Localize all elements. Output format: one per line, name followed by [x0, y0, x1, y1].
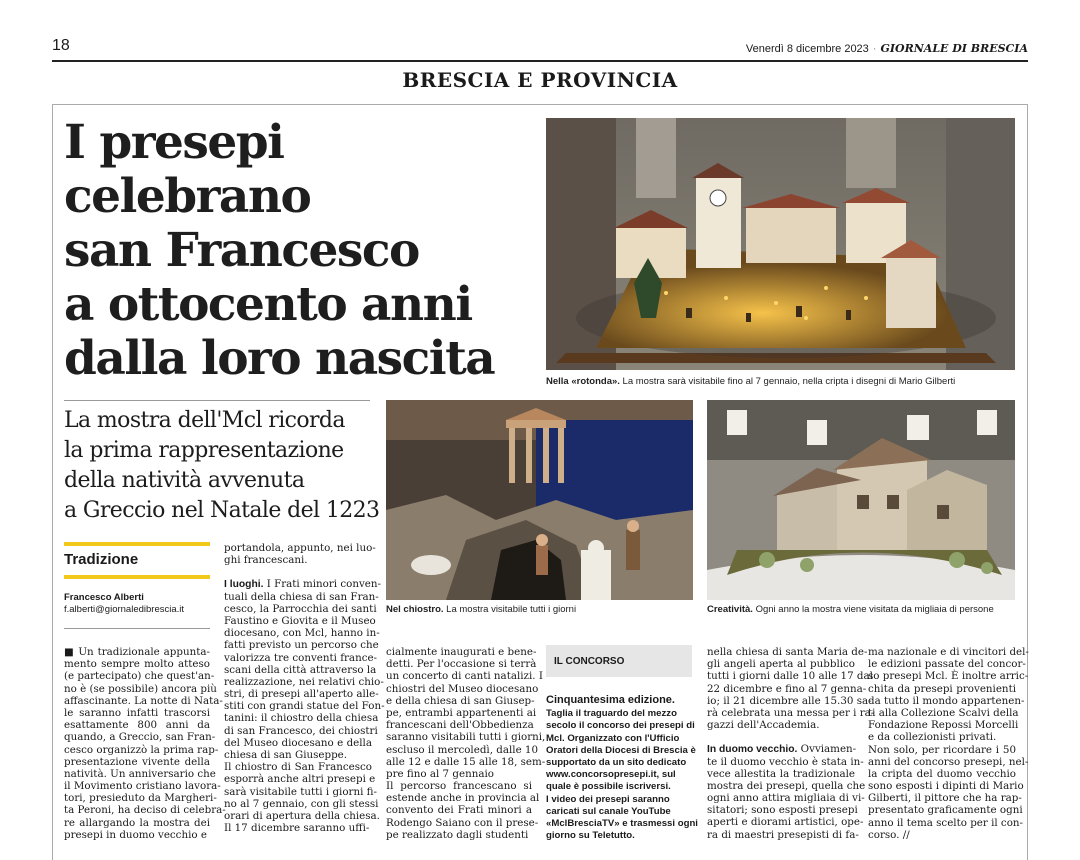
subhead-line: a Greccio nel Natale del 1223 — [64, 498, 380, 523]
text-run: I Frati minori conven- — [263, 578, 381, 591]
text-line: realizzazione, nei relativi chio- — [224, 675, 384, 688]
cloister-caption — [386, 604, 576, 616]
text-line: presepi in duomo vecchio e — [64, 828, 207, 841]
text-line: Il 17 dicembre saranno uffi- — [224, 822, 370, 835]
text-line: del Museo diocesano e della — [224, 736, 372, 749]
text-run: Ovviamen- — [797, 743, 857, 756]
text-line: da tutto il mondo appartenen- — [868, 694, 1025, 707]
issue-date: Venerdì 8 dicembre 2023 — [745, 43, 869, 55]
text-line: fatti previsto un percorso che — [224, 639, 379, 652]
text-line: pre fino al 7 gennaio — [386, 767, 494, 780]
text-line: escluso il mercoledì, dalle 10 — [386, 743, 539, 756]
tag-bar-top — [64, 542, 210, 546]
text-line: corso. // — [868, 828, 910, 841]
subhead-line: della natività avvenuta — [64, 468, 305, 493]
subhead-line: La mostra dell'Mcl ricorda — [64, 408, 345, 433]
text-line: Il chiostro di San Francesco — [224, 761, 372, 774]
caption-lead: Nella «rotonda». — [546, 376, 620, 387]
text-line: Faustino e Giovita e il Museo — [224, 614, 376, 627]
box-line: I video dei presepi saranno — [546, 793, 670, 805]
text-line: presentato graficamente ogni — [868, 804, 1023, 817]
author-name: Francesco Alberti — [64, 592, 144, 603]
article-column-1 — [64, 646, 226, 841]
text-line: chiostri del Museo diocesano — [386, 682, 539, 695]
caption-lead: Nel chiostro. — [386, 604, 444, 615]
caption-text: La mostra visitabile tutti i giorni — [443, 604, 577, 615]
creativity-photo — [707, 400, 1015, 600]
text-line: anno il tema scelto per il con- — [868, 816, 1024, 829]
text-line: la cripta del duomo vecchio — [868, 767, 1016, 780]
text-line: affascinante. La notte di Nata- — [64, 694, 223, 707]
text-line: gazzi dell'Accademia. — [707, 719, 820, 732]
text-line: un concerto di canti natalizi. I — [386, 670, 543, 683]
text-line: valorizza tre conventi france- — [224, 651, 378, 664]
text-line: le saranno infatti trascorsi — [64, 706, 210, 719]
text-line: scani della città attraverso la — [224, 663, 377, 676]
text-line: so presepi Mcl. È inoltre arric- — [868, 670, 1029, 683]
text-line: convento dei Frati minori a — [386, 804, 532, 817]
text-line: tuali della chiesa di san Fran- — [224, 590, 379, 603]
text-line: estende anche in provincia al — [386, 792, 540, 805]
cloister-photo — [386, 400, 693, 600]
paragraph-lead: In duomo vecchio. — [707, 744, 798, 756]
text-line: saranno visitabili tutti i giorni, — [386, 731, 546, 744]
box-line: quale è possibile iscriversi. — [546, 781, 671, 793]
text-line: mento sempre molto atteso — [64, 658, 210, 671]
caption-text: La mostra sarà visitabile fino al 7 gennaio, nella cripta i disegni di Mario Gilberti — [619, 376, 956, 387]
box-line: secolo il concorso dei presepi di — [546, 720, 695, 732]
text-line: (e partecipato) che quest'an- — [64, 670, 215, 683]
creativity-caption — [707, 604, 994, 616]
text-line: no al 7 gennaio, con gli stessi — [224, 797, 379, 810]
text-line: esattamente 800 anni da — [64, 719, 210, 732]
text-line: cialmente inaugurati e bene- — [386, 646, 537, 658]
text-line: tanini: il chiostro della chiesa — [224, 712, 379, 725]
main-photo-caption — [546, 376, 955, 388]
headline-line: I presepi celebrano — [64, 115, 311, 224]
header-dateline: Venerdì 8 dicembre 2023 · GIORNALE DI BRESCIA — [745, 42, 1028, 55]
box-line: supportato da un sito dedicato — [546, 757, 687, 769]
box-line: Taglia il traguardo del mezzo — [546, 708, 677, 720]
caption-lead: Creatività. — [707, 604, 753, 615]
section-tag: Tradizione — [64, 551, 139, 568]
article-column-3 — [386, 646, 546, 841]
contest-box-title: Cinquantesima edizione. — [546, 694, 675, 706]
text-line: francescani dell'Obbedienza — [386, 719, 534, 732]
text-line: re allargando la mostra dei — [64, 816, 210, 829]
text-line: tori, presieduto da Margheri- — [64, 792, 217, 805]
subhead-rule — [64, 400, 370, 401]
subheadline — [64, 406, 384, 526]
text-line: e della chiesa di san Giusep- — [386, 694, 535, 707]
text-line: ghi francescani. — [224, 554, 308, 567]
text-line: cesco, la Parrocchia dei santi — [224, 602, 377, 615]
text-line: Rodengo Saiano con il prese- — [386, 816, 539, 829]
text-line: sitatori; sono esposti presepi — [707, 804, 858, 817]
text-line: Il percorso francescano si — [386, 780, 532, 793]
text-line: nella chiesa di santa Maria de- — [707, 646, 868, 658]
text-line: tutti i giorni dalle 10 alle 17 dal — [707, 670, 873, 683]
text-line: ti alla Collezione Scalvi della — [868, 706, 1019, 719]
text-line: aperti e diorami artistici, ope- — [707, 816, 864, 829]
text-line: 22 dicembre e fino al 7 genna- — [707, 682, 867, 695]
text-line: gli angeli aperta al pubblico — [707, 658, 855, 671]
box-line: «MclBresciaTV» e trasmessi ogni — [546, 818, 698, 830]
text-line: presentazione vivente della — [64, 755, 210, 768]
text-line: alle 12 e dalle 15 alle 18, sem- — [386, 755, 546, 768]
publication-name: GIORNALE DI BRESCIA — [880, 42, 1028, 55]
text-line: esporrà anche altri presepi e — [224, 773, 376, 786]
contest-box-header: IL CONCORSO — [546, 645, 692, 677]
text-line: natività. Un anniversario che — [64, 767, 216, 780]
text-line: ■ Un tradizionale appunta- — [64, 646, 210, 658]
article-column-2 — [224, 542, 385, 835]
text-line: te il duomo vecchio è stata in- — [707, 755, 864, 768]
text-line: di san Francesco, dei chiostri — [224, 724, 378, 737]
text-line: quando, a Greccio, san Fran- — [64, 731, 216, 744]
headline-line: san Francesco — [64, 223, 419, 278]
text-line: stri, di presepi all'aperto alle- — [224, 688, 379, 701]
headline — [64, 116, 544, 386]
headline-line: dalla loro nascita — [64, 331, 495, 386]
paragraph-lead: I luoghi. — [224, 579, 264, 591]
text-line: chiesa di san Giuseppe. — [224, 749, 348, 761]
text-line: cesco organizzò la prima rap- — [64, 743, 219, 756]
article-column-6 — [868, 646, 1029, 841]
text-line: ra di maestri presepisti di fa- — [707, 828, 859, 841]
text-line: orari di apertura della chiesa. — [224, 809, 380, 822]
byline-rule — [64, 628, 210, 629]
page-header — [52, 36, 1028, 62]
box-line: Mcl. Organizzato con l'Ufficio — [546, 732, 680, 744]
text-line: ogni anno attira migliaia di vi- — [707, 792, 865, 805]
page-number: 18 — [52, 37, 70, 54]
main-photo — [546, 118, 1015, 370]
text-line: ma nazionale e di vincitori del- — [868, 646, 1029, 658]
text-line: stiti con grandi statue del Fon- — [224, 700, 385, 713]
text-line: vece allestita la tradizionale — [707, 767, 855, 780]
caption-text: Ogni anno la mostra viene visitata da migliaia di persone — [752, 604, 994, 615]
lead-line — [707, 743, 855, 755]
text-line: Fondazione Repossi Morcelli — [868, 719, 1019, 732]
text-line: diocesano, con Mcl, hanno in- — [224, 627, 380, 640]
subhead-line: la prima rappresentazione — [64, 438, 344, 463]
text-line: pe realizzato dagli studenti — [386, 828, 529, 841]
text-line: chita da presepi provenienti — [868, 682, 1016, 695]
text-line: pe, entrambi appartenenti ai — [386, 706, 537, 719]
text-line: e da collezionisti privati. — [868, 731, 997, 744]
box-line: Oratori della Diocesi di Brescia è — [546, 744, 696, 756]
text-line: rà celebrata una messa per i ra- — [707, 706, 875, 719]
text-line: Non solo, per ricordare i 50 — [868, 743, 1016, 756]
text-line: sarà visitabile tutti i giorni fi- — [224, 785, 377, 798]
text-line: portandola, appunto, nei luo- — [224, 542, 376, 554]
box-line[interactable]: www.concorsopresepi.it, sul — [546, 769, 676, 781]
text-line: anni del concorso presepi, nel- — [868, 755, 1029, 768]
text-line: sono esposti i dipinti di Mario — [868, 780, 1024, 793]
tag-bar-bottom — [64, 575, 210, 579]
contest-box — [546, 694, 696, 842]
text-line: mostra dei presepi, quella che — [707, 779, 866, 792]
text-line: il Movimento cristiano lavora- — [64, 780, 221, 793]
text-line: Gilberti, il pittore che ha rap- — [868, 792, 1022, 805]
text-line: io; il 21 dicembre alle 15.30 sa- — [707, 694, 872, 707]
text-line: no è (se possibile) ancora più — [64, 682, 217, 695]
box-line: giorno su Teletutto. — [546, 830, 635, 842]
article-column-5 — [707, 646, 875, 841]
text-line: le edizioni passate del concor- — [868, 658, 1026, 671]
text-line: detti. Per l'occasione si terrà — [386, 658, 537, 671]
author-email[interactable]: f.alberti@giornaledibrescia.it — [64, 604, 185, 615]
headline-line: a ottocento anni — [64, 277, 472, 332]
section-title: BRESCIA E PROVINCIA — [402, 68, 678, 92]
text-line: ta Peroni, ha deciso di celebra- — [64, 804, 226, 817]
box-line: caricati sul canale YouTube — [546, 805, 671, 817]
lead-line — [224, 578, 381, 591]
